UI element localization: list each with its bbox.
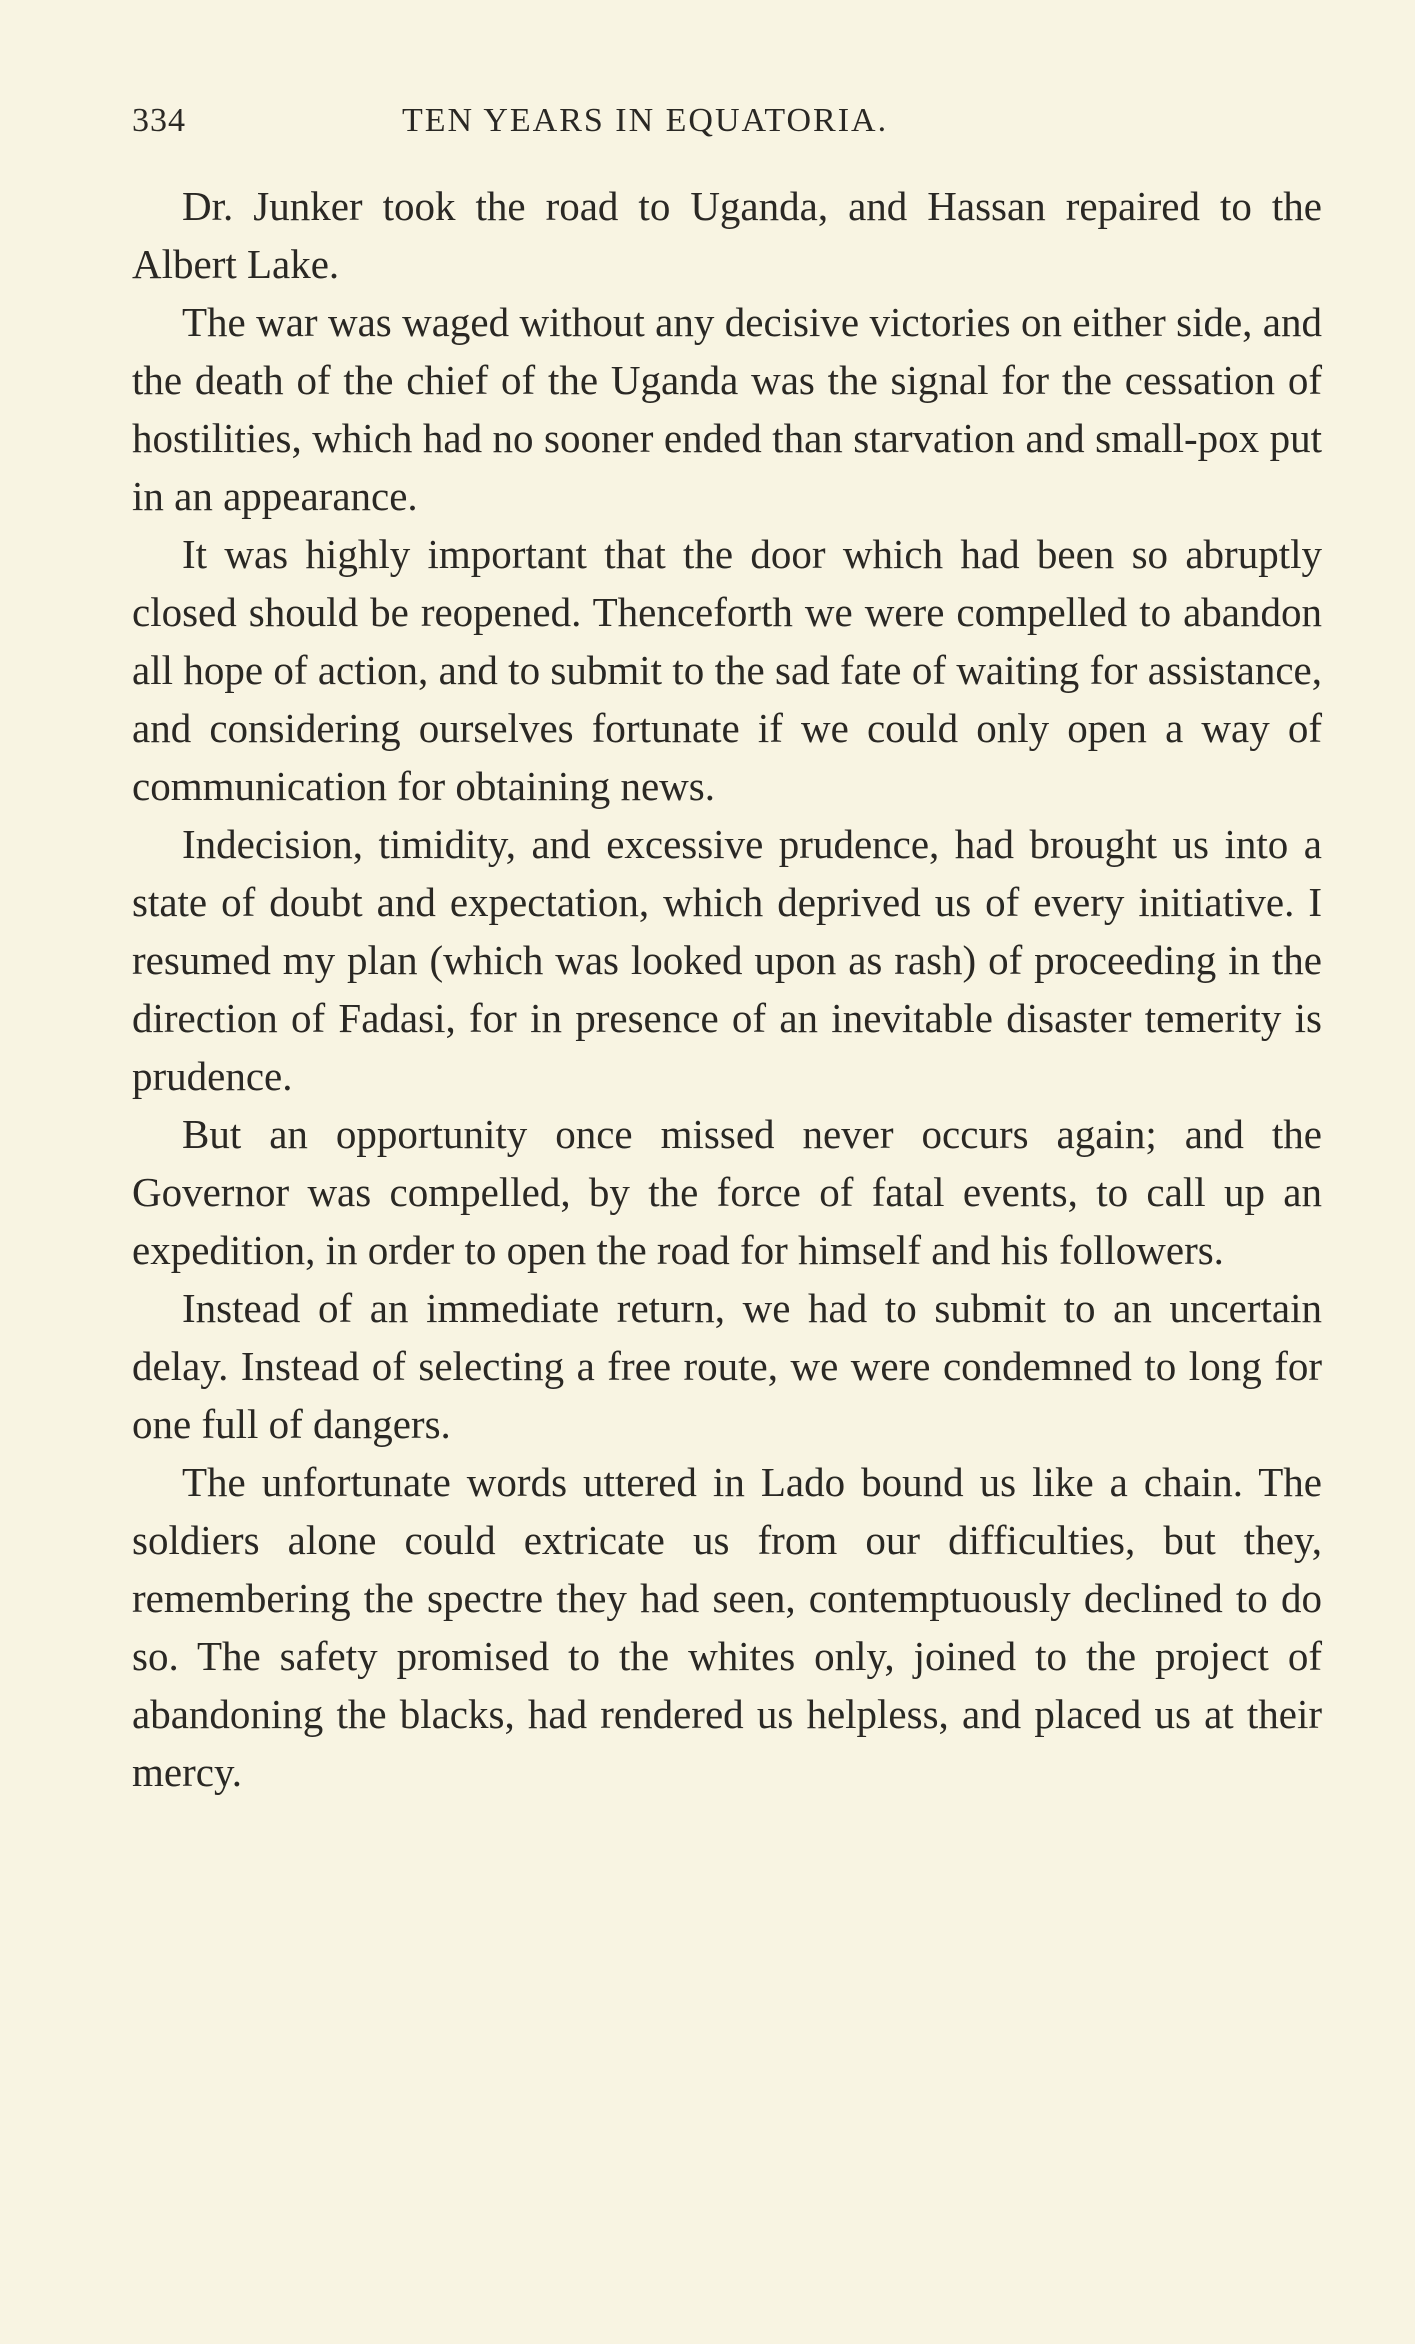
paragraph-1: Dr. Junker took the road to Uganda, and Hassan repaired to the Albert Lake. bbox=[132, 183, 1322, 287]
paragraph-3: It was highly important that the door which had been so abruptly closed should be reopened. Thenceforth we were compelled to abandon all hope of action, and to submit to the sad fate of waiting for assistance, and considering ourselves fortunate if we could only open a way of communication for obtaining news. bbox=[132, 531, 1322, 809]
paragraph-2: The war was waged without any decisive victories on either side, and the death of the chief of the Uganda was the signal for the cessation of hostilities, which had no sooner ended than starvation and small-pox put in an appearance. bbox=[132, 299, 1322, 519]
paragraph-5: But an opportunity once missed never occurs again; and the Governor was compelled, by the force of fatal events, to call up an expedition, in order to open the road for himself and his followers. bbox=[132, 1111, 1322, 1273]
paragraph-6: Instead of an immediate return, we had to submit to an uncertain delay. Instead of selecting a free route, we were condemned to long for one full of dangers. bbox=[132, 1285, 1322, 1447]
page-header bbox=[132, 96, 1322, 146]
body-text bbox=[132, 177, 1322, 1801]
page-number: 334 bbox=[132, 102, 186, 139]
running-title: TEN YEARS IN EQUATORIA. bbox=[402, 102, 889, 139]
paragraph-7: The unfortunate words uttered in Lado bound us like a chain. The soldiers alone could extricate us from our difficulties, but they, remembering the spectre they had seen, contemptuously declined to do so. The safety promised to the whites only, joined to the project of abandoning the blacks, had rendered us helpless, and placed us at their mercy. bbox=[132, 1459, 1322, 1795]
paragraph-4: Indecision, timidity, and excessive prudence, had brought us into a state of doubt and expectation, which deprived us of every initiative. I resumed my plan (which was looked upon as rash) of proceeding in the direction of Fadasi, for in presence of an inevitable disaster temerity is prudence. bbox=[132, 821, 1322, 1099]
